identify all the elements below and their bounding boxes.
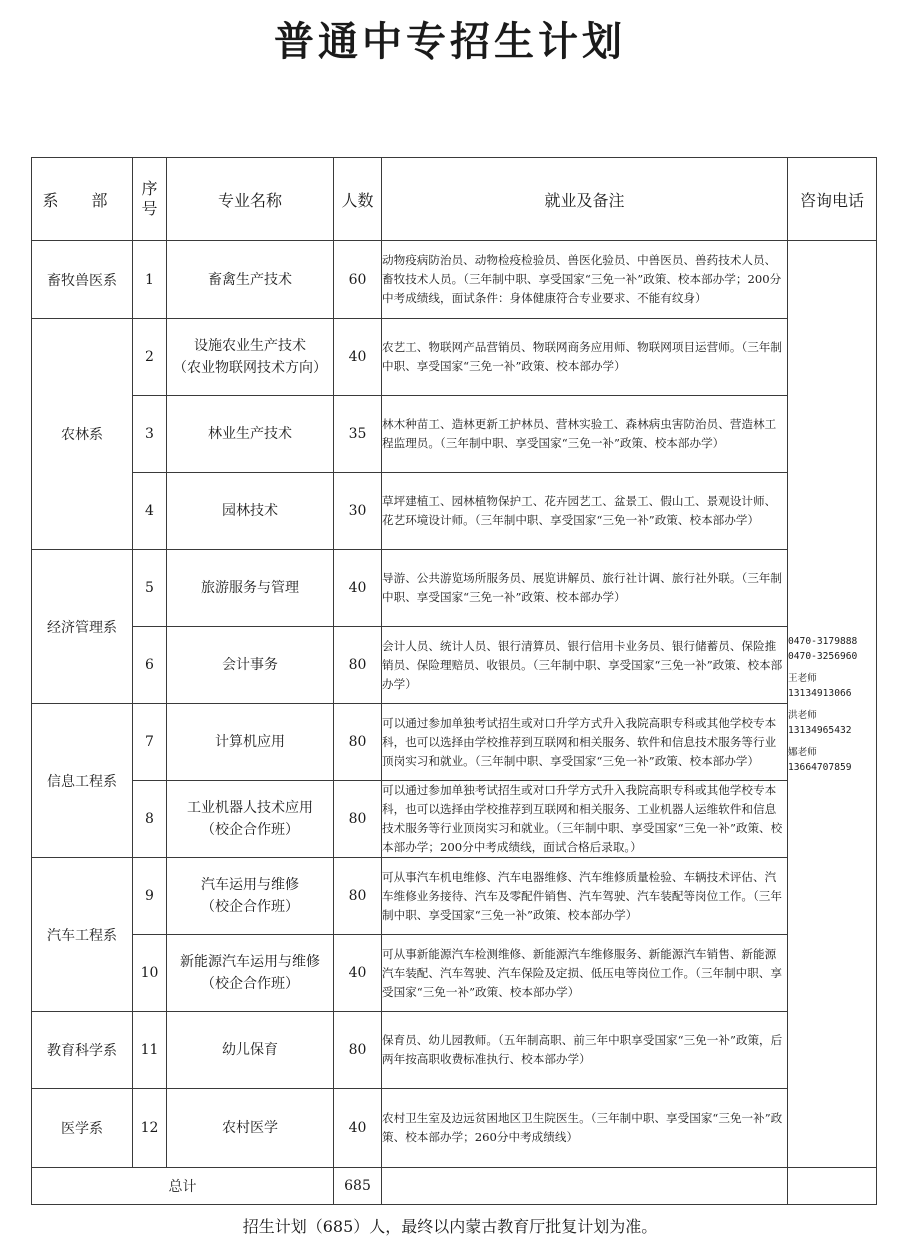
header-department: 系 部: [32, 158, 133, 241]
count-cell: 40: [334, 935, 382, 1012]
header-phone: 咨询电话: [788, 158, 877, 241]
count-cell: 30: [334, 473, 382, 550]
contact-phone-cell: [788, 241, 877, 1168]
count-cell: 80: [334, 627, 382, 704]
contact-2-name: 洪老师: [788, 709, 817, 721]
page-title: 普通中专招生计划: [274, 19, 626, 65]
contact-1-name: 王老师: [788, 672, 817, 684]
header-count: 人数: [334, 158, 382, 241]
total-count: 685: [334, 1168, 382, 1205]
table-row: [32, 396, 877, 473]
sequence-cell: 5: [133, 550, 167, 627]
count-cell: 40: [334, 319, 382, 396]
sequence-cell: 12: [133, 1089, 167, 1168]
sequence-cell: 1: [133, 241, 167, 319]
table-row: [32, 1089, 877, 1168]
count-cell: 80: [334, 704, 382, 781]
major-cell: 园林技术: [167, 473, 334, 550]
note-cell: 草坪建植工、园林植物保护工、花卉园艺工、盆景工、假山工、景观设计师、花艺环境设计师。（三年制中职、享受国家“三免一补”政策、校本部办学）: [382, 473, 788, 550]
table-row: [32, 241, 877, 319]
major-cell: 汽车运用与维修 （校企合作班）: [167, 858, 334, 935]
count-cell: 80: [334, 858, 382, 935]
sequence-cell: 6: [133, 627, 167, 704]
count-cell: 40: [334, 550, 382, 627]
sequence-cell: 8: [133, 781, 167, 858]
department-cell: 汽车工程系: [32, 858, 133, 1012]
department-cell: 医学系: [32, 1089, 133, 1168]
table-header-row: [32, 158, 877, 241]
header-major: 专业名称: [167, 158, 334, 241]
table-row: [32, 858, 877, 935]
table-row: [32, 550, 877, 627]
major-cell: 工业机器人技术应用 （校企合作班）: [167, 781, 334, 858]
table-row: [32, 1012, 877, 1089]
department-cell: 农林系: [32, 319, 133, 550]
enrollment-plan-table: [31, 157, 877, 1205]
phone-line-2: 0470-3256960: [788, 650, 858, 662]
major-cell: 畜禽生产技术: [167, 241, 334, 319]
major-cell: 旅游服务与管理: [167, 550, 334, 627]
total-note-empty: [382, 1168, 788, 1205]
note-cell: 农艺工、物联网产品营销员、物联网商务应用师、物联网项目运营师。（三年制中职、享受国家“三免一补”政策、校本部办学）: [382, 319, 788, 396]
major-cell: 农村医学: [167, 1089, 334, 1168]
note-cell: 农村卫生室及边远贫困地区卫生院医生。（三年制中职、享受国家“三免一补”政策、校本部办学；260分中考成绩线）: [382, 1089, 788, 1168]
total-label: 总计: [32, 1168, 334, 1205]
major-cell: 设施农业生产技术 （农业物联网技术方向）: [167, 319, 334, 396]
contact-2-phone: 13134965432: [788, 724, 852, 736]
major-cell: 新能源汽车运用与维修 （校企合作班）: [167, 935, 334, 1012]
sequence-cell: 4: [133, 473, 167, 550]
count-cell: 40: [334, 1089, 382, 1168]
total-phone-empty: [788, 1168, 877, 1205]
note-cell: 可以通过参加单独考试招生或对口升学方式升入我院高职专科或其他学校专本科，也可以选择由学校推荐到互联网和相关服务、软件和信息技术服务等行业顶岗实习和就业。（三年制中职、享受国家“三免一补”政策、校本部办学）: [382, 704, 788, 781]
major-cell: 幼儿保育: [167, 1012, 334, 1089]
sequence-cell: 3: [133, 396, 167, 473]
department-cell: 信息工程系: [32, 704, 133, 858]
table-row: [32, 704, 877, 781]
note-cell: 林木种苗工、造林更新工护林员、营林实验工、森林病虫害防治员、营造林工程监理员。（三年制中职、享受国家“三免一补”政策、校本部办学）: [382, 396, 788, 473]
major-cell: 林业生产技术: [167, 396, 334, 473]
header-sequence: 序 号: [133, 158, 167, 241]
count-cell: 80: [334, 1012, 382, 1089]
note-cell: 可从事新能源汽车检测维修、新能源汽车维修服务、新能源汽车销售、新能源汽车装配、汽车驾驶、汽车保险及定损、低压电等岗位工作。（三年制中职、享受国家“三免一补”政策、校本部办学）: [382, 935, 788, 1012]
total-row: [32, 1168, 877, 1205]
table-row: [32, 319, 877, 396]
table-row: [32, 935, 877, 1012]
major-cell: 会计事务: [167, 627, 334, 704]
sequence-cell: 9: [133, 858, 167, 935]
count-cell: 35: [334, 396, 382, 473]
sequence-cell: 2: [133, 319, 167, 396]
table-row: [32, 781, 877, 858]
department-cell: 经济管理系: [32, 550, 133, 704]
sequence-cell: 11: [133, 1012, 167, 1089]
note-cell: 保育员、幼儿园教师。（五年制高职、前三年中职享受国家“三免一补”政策，后两年按高职收费标准执行、校本部办学）: [382, 1012, 788, 1089]
contact-1-phone: 13134913066: [788, 687, 852, 699]
count-cell: 80: [334, 781, 382, 858]
contact-3-phone: 13664707859: [788, 761, 852, 773]
phone-line-1: 0470-3179888: [788, 635, 858, 647]
sequence-cell: 7: [133, 704, 167, 781]
footer-note: 招生计划（685）人，最终以内蒙古教育厅批复计划为准。: [242, 1217, 658, 1236]
sequence-cell: 10: [133, 935, 167, 1012]
table-row: [32, 627, 877, 704]
table-row: [32, 473, 877, 550]
note-cell: 会计人员、统计人员、银行清算员、银行信用卡业务员、银行储蓄员、保险推销员、保险理赔员、收银员。（三年制中职、享受国家“三免一补”政策、校本部办学）: [382, 627, 788, 704]
note-cell: 动物疫病防治员、动物检疫检验员、兽医化验员、中兽医员、兽药技术人员、畜牧技术人员。（三年制中职、享受国家“三免一补”政策、校本部办学；200分中考成绩线，面试条件：身体健康符合专业要求、不能有纹身）: [382, 241, 788, 319]
contact-3-name: 娜老师: [788, 746, 817, 758]
count-cell: 60: [334, 241, 382, 319]
note-cell: 导游、公共游览场所服务员、展览讲解员、旅行社计调、旅行社外联。（三年制中职、享受国家“三免一补”政策、校本部办学）: [382, 550, 788, 627]
department-cell: 教育科学系: [32, 1012, 133, 1089]
note-cell: 可以通过参加单独考试招生或对口升学方式升入我院高职专科或其他学校专本科，也可以选择由学校推荐到互联网和相关服务、工业机器人运维软件和信息技术服务等行业顶岗实习和就业。（三年制中职、享受国家“三免一补”政策、校本部办学；200分中考成绩线，面试合格后录取。）: [382, 781, 788, 858]
major-cell: 计算机应用: [167, 704, 334, 781]
department-cell: 畜牧兽医系: [32, 241, 133, 319]
note-cell: 可从事汽车机电维修、汽车电器维修、汽车维修质量检验、车辆技术评估、汽车维修业务接待、汽车及零配件销售、汽车驾驶、汽车装配等岗位工作。（三年制中职、享受国家“三免一补”政策、校本部办学）: [382, 858, 788, 935]
header-notes: 就业及备注: [382, 158, 788, 241]
